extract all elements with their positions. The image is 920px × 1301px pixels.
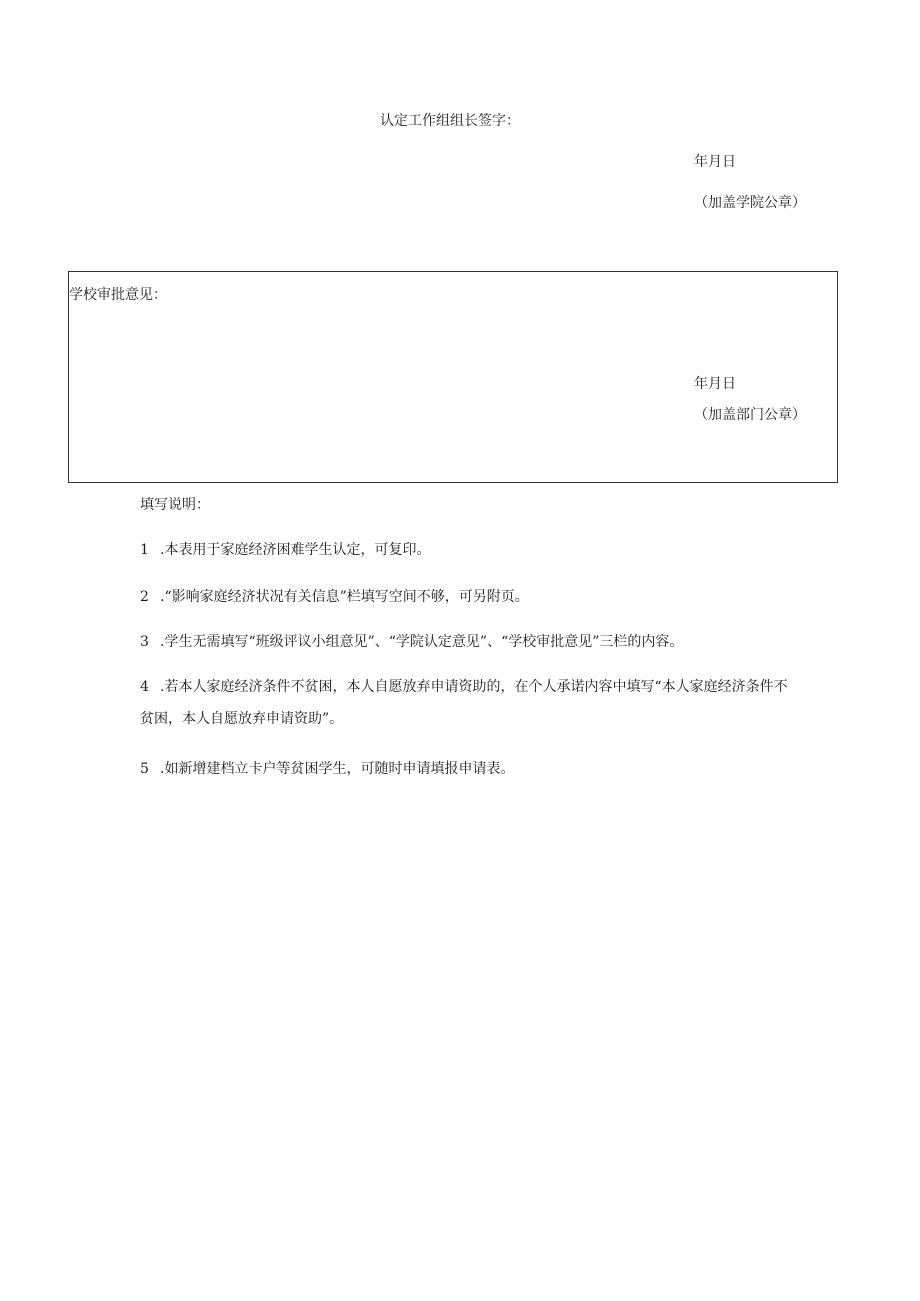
instruction-number: 5 xyxy=(140,761,149,777)
college-date-label: 年月日 xyxy=(694,154,736,170)
instruction-item xyxy=(140,635,683,649)
instructions-title: 填写说明： xyxy=(140,497,210,513)
instruction-number: 2 xyxy=(140,589,149,605)
college-stamp-note: （加盖学院公章） xyxy=(694,195,806,211)
instruction-text: .如新增建档立卡户等贫困学生，可随时申请填报申请表。 xyxy=(160,761,515,777)
school-stamp-note: （加盖部门公章） xyxy=(694,407,806,423)
instruction-text: .“影响家庭经济状况有关信息”栏填写空间不够，可另附页。 xyxy=(160,589,529,605)
instruction-text: .本表用于家庭经济困难学生认定，可复印。 xyxy=(160,542,431,558)
instruction-continuation: 贫困，本人自愿放弃申请资助”。 xyxy=(140,711,344,727)
leader-signature-label: 认定工作组组长签字： xyxy=(380,113,520,129)
instruction-item xyxy=(140,680,788,694)
instruction-number: 4 xyxy=(140,679,149,695)
school-approval-box xyxy=(68,271,838,483)
instruction-number: 3 xyxy=(140,634,149,650)
instruction-item xyxy=(140,590,529,604)
instruction-text: .学生无需填写“班级评议小组意见”、“学院认定意见”、“学校审批意见”三栏的内容。 xyxy=(160,634,684,650)
school-approval-label: 学校审批意见： xyxy=(69,287,167,303)
instruction-text: .若本人家庭经济条件不贫困，本人自愿放弃申请资助的，在个人承诺内容中填写“本人家庭经济条件不 xyxy=(160,679,788,695)
instruction-item xyxy=(140,762,514,776)
instruction-number: 1 xyxy=(140,542,149,558)
school-date-label: 年月日 xyxy=(694,376,736,392)
instruction-item xyxy=(140,543,430,557)
